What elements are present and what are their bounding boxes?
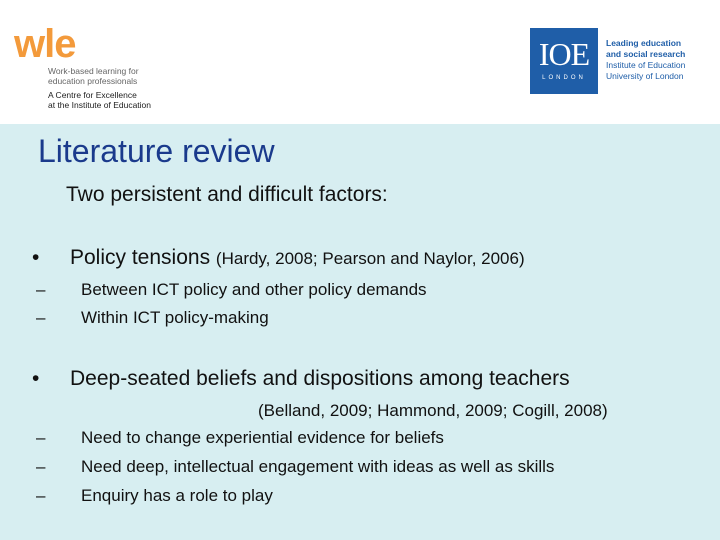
wle-centre-line: at the Institute of Education: [48, 100, 152, 110]
dash-marker: –: [36, 280, 46, 299]
subpoint-text: Need to change experiential evidence for beliefs: [81, 428, 444, 447]
subpoint: [36, 307, 269, 329]
bullet-marker: •: [32, 246, 40, 269]
dash-marker: –: [36, 308, 46, 327]
subpoint: [36, 485, 273, 507]
bullet-marker: •: [32, 367, 40, 390]
slide-title: Literature review: [38, 133, 275, 169]
ioe-text-line: Institute of Education: [606, 60, 686, 70]
bullet-text: Deep-seated beliefs and dispositions among teachers: [70, 367, 570, 390]
ioe-logo-text: [606, 38, 718, 82]
ioe-text-line: University of London: [606, 71, 684, 81]
subpoint-text: Need deep, intellectual engagement with ideas as well as skills: [81, 457, 555, 476]
slide-header: [0, 0, 720, 124]
subpoint-text: Between ICT policy and other policy demands: [81, 280, 427, 299]
wle-logo-mark: wle: [14, 22, 76, 66]
subpoint: [36, 279, 427, 301]
slide-subtitle: Two persistent and difficult factors:: [66, 183, 388, 206]
bullet-citation: (Hardy, 2008; Pearson and Naylor, 2006): [215, 249, 525, 268]
ioe-text-line: and social research: [606, 49, 686, 59]
subpoint: [36, 427, 444, 449]
ioe-logo-mark: IOE: [538, 36, 590, 72]
wle-logo-centre: [48, 90, 188, 110]
subpoint-text: Within ICT policy-making: [81, 308, 269, 327]
bullet-policy-tensions: [32, 245, 525, 272]
wle-centre-line: A Centre for Excellence: [48, 90, 137, 100]
dash-marker: –: [36, 486, 46, 505]
subpoint: [36, 456, 554, 478]
bullet-citation: (Belland, 2009; Hammond, 2009; Cogill, 2008): [258, 401, 608, 420]
bullet-deep-seated-beliefs: [32, 366, 570, 392]
bullet-text: Policy tensions: [70, 246, 211, 269]
wle-logo: [14, 24, 162, 116]
wle-tagline-line: Work-based learning for: [48, 66, 139, 76]
wle-tagline-line: education professionals: [48, 76, 138, 86]
dash-marker: –: [36, 457, 46, 476]
dash-marker: –: [36, 428, 46, 447]
ioe-logo: [530, 28, 598, 94]
ioe-logo-city: LONDON: [542, 75, 586, 81]
ioe-text-line: Leading education: [606, 38, 682, 48]
subpoint-text: Enquiry has a role to play: [81, 486, 273, 505]
wle-logo-tagline: [48, 66, 188, 86]
